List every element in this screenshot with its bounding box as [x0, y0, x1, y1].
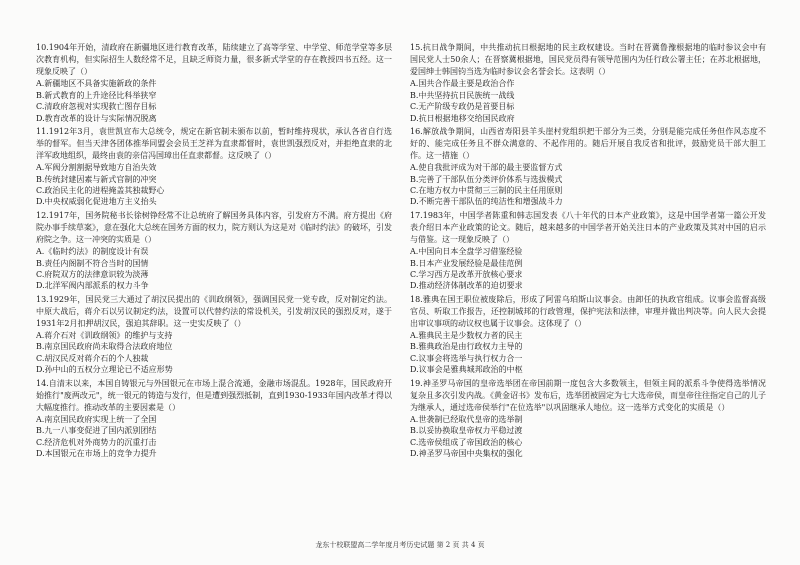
answer-option: A.中国向日本全盘学习借鉴经验 [410, 247, 523, 257]
question-stem: 13.1929年，国民党三大通过了胡汉民提出的《训政纲领》，强调国民党一党专政，反对制定约法。中原大战后，蒋介石以另议制定约法，设置可以代替约法的常设机关，引发胡汉民的强烈反对，遂于1931年2月扣押胡汉民，强迫其辞职。这一史实反映了（） [36, 294, 392, 328]
left-column [36, 42, 392, 460]
question-stem: 16.解放战争期间，山西省寿阳县羊头崖村党组织把干部分为三类，分别是能完成任务但作风态度不好的、能完成任务且不群众满意的、不起作用的。随后开展自我反省和批评，鼓励党员干部大胆工作。这一措施（） [410, 126, 766, 161]
answer-option: A.新疆地区不具备实施新政的条件 [36, 79, 157, 89]
answer-option: D.推动经济体制改革的迫切要求 [410, 281, 523, 291]
answer-option: B.传统封建因素与新式官制的冲突 [36, 174, 157, 184]
question-block [36, 42, 392, 124]
answer-option: A.雅典民主是少数权力者的民主 [410, 331, 523, 340]
answer-option: C.清政府忽视对实现救亡图存目标 [36, 102, 157, 112]
answer-option: B.中共坚持抗日民族统一战线 [410, 90, 515, 100]
answer-option: B.完善了干部队伍分类评价体系与选拔模式 [410, 174, 563, 184]
question-block [410, 210, 766, 292]
question-block [410, 126, 766, 208]
answer-option: A.蒋介石对《训政纲领》的维护与支持 [36, 331, 173, 340]
question-block [36, 210, 392, 292]
question-stem: 19.神圣罗马帝国的皇帝选举团在帝国前期一度包含大多数领主，但领主间的派系斗争使得选举情况复杂且多次引发内战。《黄金诏书》发布后，选举团被固定为七大选帝侯，而皇帝往往指定自己的儿子为继承人，通过选帝侯举行"在位选举"以巩固继承人地位。这一选举方式变化的实质是（） [410, 378, 766, 412]
question-block [36, 126, 392, 208]
question-stem: 10.1904年开始，清政府在新疆地区进行教育改革，陆续建立了高等学堂、中学堂、师范学堂等多层次教育机构，但实际招生人数经常不足，且缺乏师资力量，很多新式学堂的存在教授四书五经。这一现象反映了（） [36, 43, 392, 77]
question-block [410, 42, 766, 124]
answer-option: C.选帝侯组成了帝国政治的核心 [410, 437, 523, 447]
answer-option: A.国共合作最主要是政治合作 [410, 79, 515, 89]
answer-option: A.使自我批评成为对干部的最主要监督方式 [410, 163, 563, 173]
answer-option: C.在地方权力中贯彻三三制的民主任用原则 [410, 186, 563, 195]
answer-option: D.中央权威弱化促进地方主义抬头 [36, 197, 157, 207]
question-stem: 14.自清末以来，本国自铸银元与外国银元在市场上混合流通，金融市场混乱。1928年，国民政府开始推行"废两改元"，统一银元的铸造与发行，但是遭到强烈抵制，直到1930-1933年国内改革才得以大幅度推行。推动改革的主要因素是（） [36, 378, 392, 412]
answer-option: B.新式教育的上升途径比科举狭窄 [36, 90, 157, 100]
question-stem: 18.雅典在国王职位被废除后，形成了阿雷乌珀斯山议事会。由卸任的执政官组成。议事会监督高级官员、听取工作报告，还控制城邦的行政管理，保护宪法和法律，审理并做出判决等。向人民大会提出审议事项的动议权也属于议事会。这体现了（） [410, 294, 766, 328]
question-block [36, 294, 392, 376]
answer-option: B.以妥协换取皇帝权力平稳过渡 [410, 426, 523, 436]
answer-option: A.《临时约法》的制度设计有误 [36, 247, 149, 257]
answer-option: B.雅典政治是由行政权力主导的 [410, 342, 523, 352]
answer-option: D.孙中山的五权分立理论已不适应形势 [36, 365, 173, 375]
answer-option: D.抗日根据地移交给国民政府 [410, 113, 515, 123]
page-footer: 龙东十校联盟高二学年度月考历史试题 第 2 页 共 4 页 [315, 541, 485, 549]
answer-option: B.日本产业发展经验是最佳范例 [410, 258, 523, 268]
answer-option: A.南京国民政府实现上统一了全国 [36, 414, 157, 424]
answer-option: C.学习西方是改革开放核心要求 [410, 269, 523, 279]
question-block [36, 378, 392, 460]
answer-option: D.本国银元在市场上的竞争力提升 [36, 449, 157, 459]
answer-option: B.责任内阁制不符合当时的国情 [36, 258, 149, 268]
answer-option: C.经济危机对外商势力的沉重打击 [36, 437, 157, 447]
answer-option: D.神圣罗马帝国中央集权的强化 [410, 449, 523, 459]
question-block [410, 378, 766, 460]
answer-option: C.议事会将选举与执行权力合一 [410, 353, 523, 363]
answer-option: A.军阀分割割据导致地方自治失效 [36, 163, 157, 173]
answer-option: C.无产阶级专政仍是首要目标 [410, 102, 515, 112]
question-block [410, 294, 766, 376]
answer-option: D.议事会是雅典城邦政治的中枢 [410, 365, 523, 375]
question-stem: 17.1983年，中国学者陈重和韩志国发表《八十年代的日本产业政策》，这是中国学者第一篇公开发表介绍日本产业政策的论文。随后，越来越多的中国学者开始关注日本的产业政策及其对中国的启示与借鉴。这一现象反映了（） [410, 210, 766, 244]
answer-option: C.政治民主化的进程掩盖其独裁野心 [36, 186, 165, 195]
question-stem: 11.1912年3月，袁世凯宣布大总统令，规定在新官制未颁布以前，暂时维持现状，承认各省自行选举的督军。但当天津各团体推举同盟会会员王芝祥为直隶都督时，袁世凯强烈反对，并拒绝直隶的北洋军政地组织，最终由袁的亲信冯国璋出任直隶都督。这反映了（） [36, 126, 392, 161]
answer-option: D.北洋军阀内部派系的权力斗争 [36, 281, 149, 291]
right-column [410, 42, 766, 460]
answer-option: B.南京国民政府尚未取得合法政府地位 [36, 342, 173, 352]
answer-option: A.世袭制已经取代皇帝的选举制 [410, 414, 523, 424]
answer-option: C.胡汉民反对蒋介石的个人独裁 [36, 353, 149, 363]
question-stem: 12.1917年，国务院秘书长徐树铮经常不让总统府了解国务具体内容，引发府方不满。府方提出《府院办事手续草案》，意在强化大总统在国务方面的权力，院方则认为这是对《临时约法》的破坏，引发府院之争。这一冲突的实质是（） [36, 210, 392, 244]
answer-option: D.教育改革的设计与实际情况脱离 [36, 113, 157, 123]
answer-option: D.不断完善干部队伍的纯洁性和增强战斗力 [410, 197, 563, 207]
answer-option: C.府院双方的法律意识较为淡薄 [36, 269, 149, 279]
question-stem: 15.抗日战争期间，中共推动抗日根据地的民主政权建设。当时在晋冀鲁豫根据地的临时参议会中有国民党人士50余人；在晋察冀根据地，国民党员得有领导范围内为任行政公署主任；在苏北根据地，爱国绅士韩国钧当选为临时参议会名誉会长。这表明（） [410, 43, 766, 77]
answer-option: B.九一八事变促进了国内派别团结 [36, 426, 157, 436]
